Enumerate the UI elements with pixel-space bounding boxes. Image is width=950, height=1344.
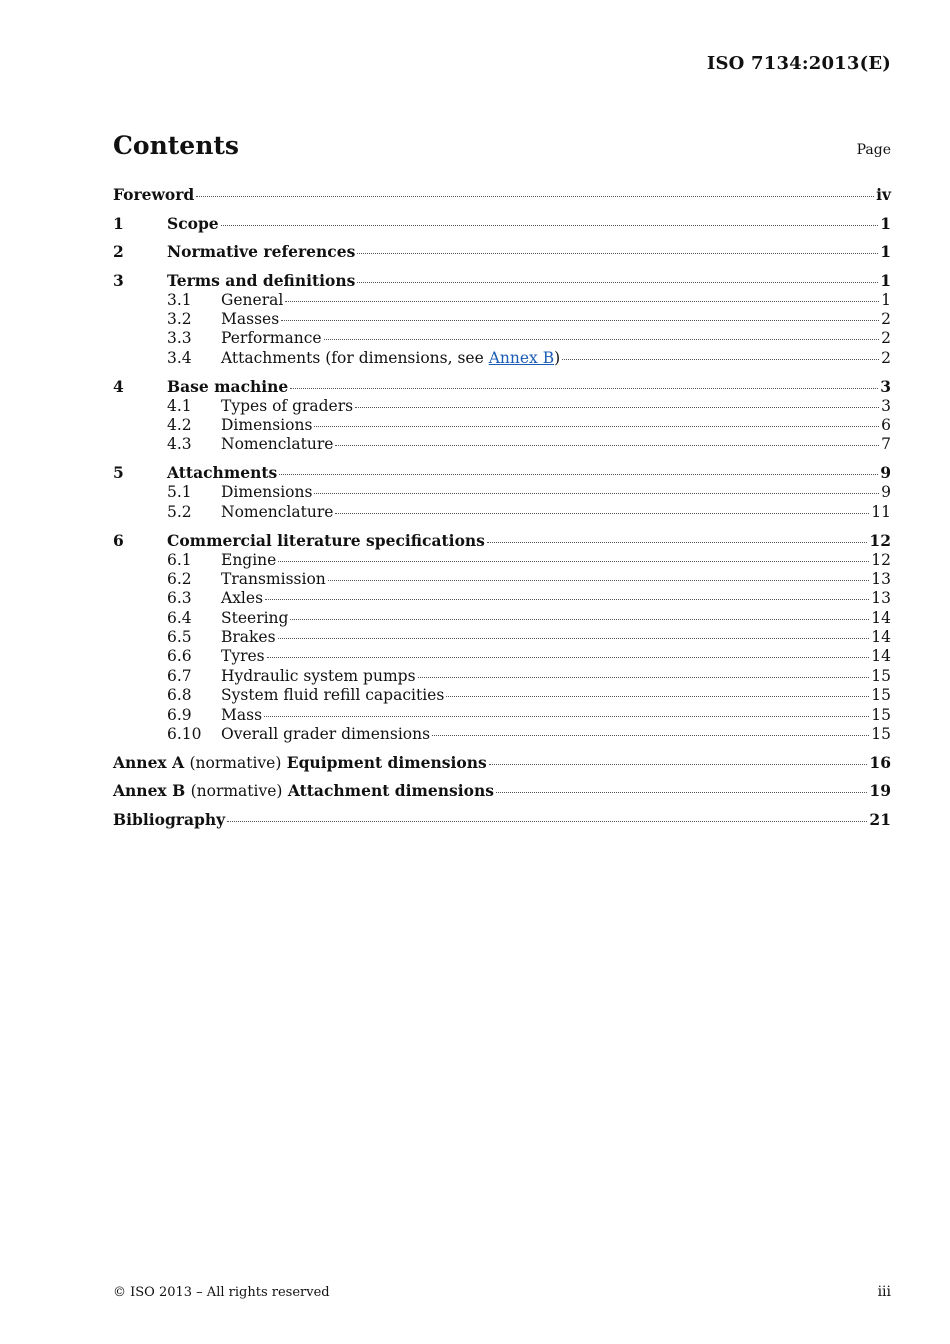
dot-leader <box>432 735 869 736</box>
dot-leader <box>324 339 880 340</box>
toc-subsection-number: 3.3 <box>167 329 192 348</box>
toc-subentry-axles[interactable] <box>113 589 891 608</box>
dot-leader <box>221 225 879 226</box>
toc-entry-label: Axles <box>221 589 264 608</box>
toc-subentry-dimensions[interactable] <box>113 416 891 435</box>
toc-entry-label: Nomenclature <box>221 435 334 454</box>
toc-entry-label: Foreword <box>113 185 195 204</box>
annex-title: Equipment dimensions <box>286 752 487 772</box>
toc-subsection-number: 6.7 <box>167 666 192 685</box>
annex-kind: (normative) <box>190 782 283 801</box>
toc-section-number: 1 <box>113 213 124 233</box>
toc-subentry-brakes[interactable] <box>113 628 891 647</box>
toc-page-number: 1 <box>880 242 891 261</box>
toc-page-number: 9 <box>881 483 891 502</box>
dot-leader <box>487 542 868 543</box>
dot-leader <box>355 407 879 408</box>
toc-entry-label: Dimensions <box>221 483 313 502</box>
toc-subentry-masses[interactable] <box>113 310 891 329</box>
toc-entry-terms-and-definitions[interactable] <box>113 271 891 291</box>
dot-leader <box>227 821 867 822</box>
dot-leader <box>278 638 870 639</box>
toc-entry-label: Nomenclature <box>221 502 334 521</box>
annex-kind: (normative) <box>189 753 282 772</box>
toc-entry-label <box>113 753 487 773</box>
toc-subentry-tyres[interactable] <box>113 647 891 666</box>
footer-page-number: iii <box>877 1284 891 1300</box>
toc-subsection-number: 3.4 <box>167 348 192 367</box>
toc-subsection-number: 6.9 <box>167 705 192 724</box>
toc-entry-normative-references[interactable] <box>113 242 891 262</box>
toc-subsection-number: 4.3 <box>167 435 192 454</box>
page-title: Contents <box>113 131 240 160</box>
dot-leader <box>496 792 867 793</box>
toc-subentry-dimensions[interactable] <box>113 483 891 502</box>
toc-entry-annex-b[interactable] <box>113 781 891 801</box>
dot-leader <box>489 764 868 765</box>
toc-page-number: 14 <box>871 628 891 647</box>
dot-leader <box>446 696 869 697</box>
toc-page-number: 21 <box>869 809 891 829</box>
toc-subsection-number: 6.3 <box>167 589 192 608</box>
toc-entry-label: Steering <box>221 608 289 627</box>
toc-subentry-performance[interactable] <box>113 329 891 348</box>
toc-entry-label: Scope <box>167 213 219 233</box>
toc-entry-label: Tyres <box>221 647 265 666</box>
dot-leader <box>335 513 869 514</box>
toc-subsection-number: 6.8 <box>167 686 192 705</box>
toc-section-number: 2 <box>113 242 124 261</box>
label-suffix: ) <box>554 348 561 367</box>
toc-entry-commercial-literature[interactable] <box>113 531 891 551</box>
toc-entry-bibliography[interactable] <box>113 810 891 830</box>
annex-prefix: Annex A <box>113 752 185 772</box>
dot-leader <box>279 474 878 475</box>
toc-subsection-number: 4.1 <box>167 396 192 415</box>
toc-subentry-general[interactable] <box>113 291 891 310</box>
toc-page-number: 13 <box>871 569 891 588</box>
toc-entry-label: Attachments <box>167 463 278 483</box>
toc-page-number: 11 <box>871 502 891 521</box>
toc-subsection-number: 6.6 <box>167 647 192 666</box>
toc-page-number: 2 <box>881 309 891 328</box>
toc-section-number: 5 <box>113 463 124 483</box>
toc-subentry-mass[interactable] <box>113 706 891 725</box>
toc-subentry-steering[interactable] <box>113 609 891 628</box>
toc-entry-label: Performance <box>221 329 322 348</box>
toc-section-number: 4 <box>113 376 124 396</box>
toc-subentry-nomenclature[interactable] <box>113 435 891 454</box>
toc-page-number: 19 <box>869 781 891 801</box>
annex-title: Attachment dimensions <box>287 781 494 801</box>
toc-entry-label: Overall grader dimensions <box>221 725 431 744</box>
toc-entry-foreword[interactable] <box>113 185 891 205</box>
toc-subsection-number: 3.2 <box>167 309 192 328</box>
toc-entry-label: Types of graders <box>221 396 354 415</box>
label-prefix: Attachments (for dimensions, see <box>221 348 489 367</box>
toc-entry-label <box>113 781 494 801</box>
toc-page-number: 9 <box>880 463 891 483</box>
toc-entry-attachments[interactable] <box>113 463 891 483</box>
toc-entry-label: Brakes <box>221 628 276 647</box>
toc-page-number: 3 <box>880 376 891 396</box>
toc-subentry-types-of-graders[interactable] <box>113 397 891 416</box>
toc-page-number: 2 <box>881 329 891 348</box>
annex-prefix: Annex B <box>113 781 186 801</box>
toc-entry-label: Base machine <box>167 376 289 396</box>
dot-leader <box>290 388 878 389</box>
table-of-contents <box>113 185 891 830</box>
toc-page-number: iv <box>876 185 891 204</box>
dot-leader <box>335 445 879 446</box>
dot-leader <box>267 657 870 658</box>
toc-entry-label: Masses <box>221 309 280 328</box>
toc-subsection-number: 5.1 <box>167 483 192 502</box>
dot-leader <box>418 677 870 678</box>
dot-leader <box>314 426 879 427</box>
toc-page-number: 3 <box>881 396 891 415</box>
toc-section-number: 6 <box>113 530 124 550</box>
toc-page-number: 14 <box>871 647 891 666</box>
toc-subsection-number: 6.5 <box>167 628 192 647</box>
toc-entry-label: Commercial literature specifications <box>167 530 485 550</box>
dot-leader <box>328 580 870 581</box>
dot-leader <box>285 301 879 302</box>
dot-leader <box>314 493 879 494</box>
toc-subsection-number: 6.10 <box>167 725 202 744</box>
toc-page-number: 2 <box>881 348 891 367</box>
toc-entry-label: Transmission <box>221 569 326 588</box>
toc-entry-label: Terms and definitions <box>167 270 356 290</box>
toc-subentry-nomenclature[interactable] <box>113 503 891 522</box>
document-id: ISO 7134:2013(E) <box>706 53 891 74</box>
toc-entry-label: System fluid refill capacities <box>221 686 445 705</box>
toc-page-number: 7 <box>881 435 891 454</box>
toc-page-number: 15 <box>871 666 891 685</box>
toc-section-number: 3 <box>113 270 124 290</box>
toc-subsection-number: 5.2 <box>167 502 192 521</box>
toc-page-number: 12 <box>869 530 891 550</box>
toc-subentry-overall-dimensions[interactable] <box>113 725 891 744</box>
toc-page-number: 1 <box>880 270 891 290</box>
toc-page-number: 15 <box>871 686 891 705</box>
annex-b-link[interactable]: Annex B <box>488 348 555 367</box>
toc-page-number: 15 <box>871 705 891 724</box>
dot-leader <box>278 561 869 562</box>
toc-entry-label <box>221 349 560 368</box>
toc-page-number: 12 <box>871 550 891 569</box>
toc-page-number: 1 <box>881 290 891 309</box>
toc-subentry-fluid-refill[interactable] <box>113 686 891 705</box>
toc-entry-label: General <box>221 290 284 309</box>
dot-leader <box>562 359 879 360</box>
toc-page-number: 6 <box>881 415 891 434</box>
dot-leader <box>357 282 878 283</box>
toc-entry-label: Mass <box>221 705 263 724</box>
toc-entry-label: Bibliography <box>113 809 226 829</box>
toc-subsection-number: 6.1 <box>167 550 192 569</box>
toc-subsection-number: 6.2 <box>167 569 192 588</box>
toc-subentry-engine[interactable] <box>113 551 891 570</box>
dot-leader <box>281 320 879 321</box>
toc-entry-scope[interactable] <box>113 214 891 234</box>
dot-leader <box>357 253 878 254</box>
toc-page-number: 14 <box>871 608 891 627</box>
page-column-label: Page <box>856 142 891 158</box>
toc-subsection-number: 6.4 <box>167 608 192 627</box>
toc-subentry-transmission[interactable] <box>113 570 891 589</box>
toc-entry-label: Hydraulic system pumps <box>221 666 416 685</box>
toc-entry-label: Normative references <box>167 242 356 261</box>
toc-entry-annex-a[interactable] <box>113 753 891 773</box>
footer-copyright: © ISO 2013 – All rights reserved <box>113 1285 330 1300</box>
toc-subsection-number: 4.2 <box>167 415 192 434</box>
dot-leader <box>290 619 869 620</box>
toc-page-number: 13 <box>871 589 891 608</box>
toc-page-number: 15 <box>871 725 891 744</box>
toc-entry-label: Dimensions <box>221 415 313 434</box>
dot-leader <box>196 196 874 197</box>
dot-leader <box>264 716 869 717</box>
toc-subentry-attachments[interactable] <box>113 349 891 368</box>
dot-leader <box>265 599 869 600</box>
toc-subsection-number: 3.1 <box>167 290 192 309</box>
toc-page-number: 16 <box>869 752 891 772</box>
toc-entry-base-machine[interactable] <box>113 377 891 397</box>
toc-entry-label: Engine <box>221 550 277 569</box>
toc-subentry-hydraulic-pumps[interactable] <box>113 667 891 686</box>
toc-page-number: 1 <box>880 213 891 233</box>
